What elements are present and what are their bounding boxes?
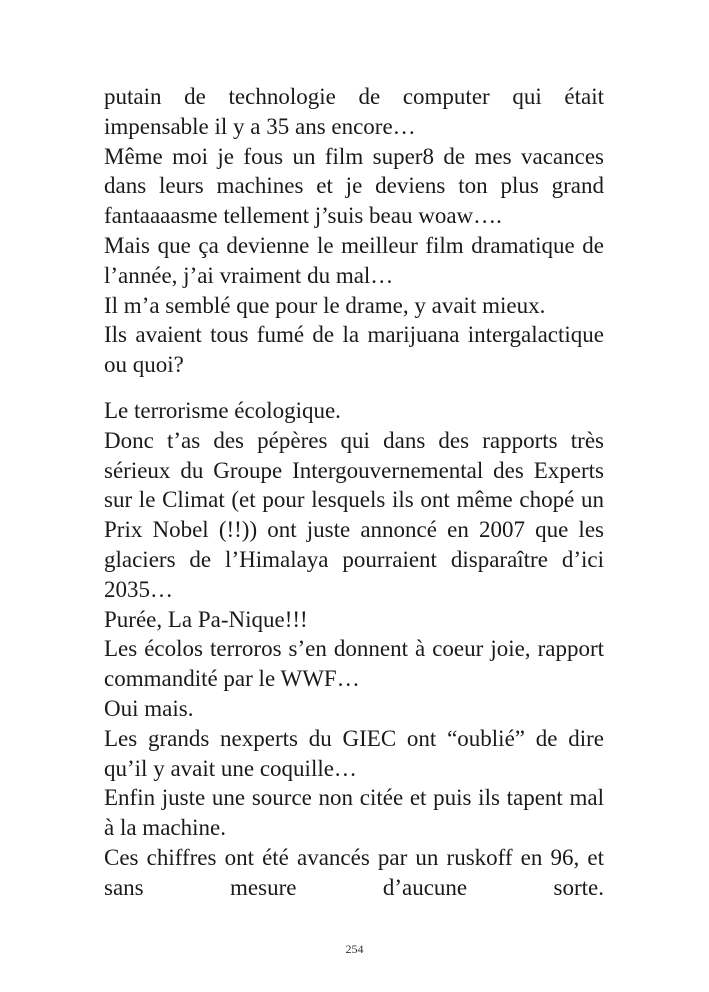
paragraph: Purée, La Pa-Nique!!! — [104, 606, 308, 632]
paragraph: Oui mais. — [104, 695, 194, 721]
paragraph: putain de technologie de computer qui était impensable il y a 35 ans encore… — [104, 84, 604, 139]
paragraph: Enfin juste une source non citée et puis ils tapent mal à la machine. — [104, 785, 604, 841]
paragraph: Même moi je fous un film super8 de mes vacances dans leurs machines et je deviens ton plus grand fantaaaasme tellement j’suis beau woaw…. — [104, 143, 604, 229]
text-section-one — [104, 82, 604, 380]
paragraph: Il m’a semblé que pour le drame, y avait mieux. — [104, 292, 546, 318]
paragraph: Ils avaient tous fumé de la marijuana intergalactique ou quoi? — [104, 322, 604, 378]
paragraph: Ces chiffres ont été avancés par un ruskoff en 96, et sans mesure d’aucune sorte. — [104, 844, 604, 900]
text-section-two — [104, 396, 604, 903]
paragraph: Les écolos terroros s’en donnent à coeur joie, rapport commandité par le WWF… — [104, 636, 604, 692]
paragraph: Les grands nexperts du GIEC ont “oublié” de dire qu’il y avait une coquille… — [104, 725, 604, 781]
page-number: 254 — [345, 942, 364, 956]
paragraph: Donc t’as des pépères qui dans des rapports très sérieux du Groupe Intergouvernemental des Experts sur le Climat (et pour lesquels ils ont même chopé un Prix Nobel (!!)) ont juste annoncé en 2007 que les glaciers de l’Himalaya pourraient disparaître d’ici 2035… — [104, 427, 604, 602]
paragraph: Mais que ça devienne le meilleur film dramatique de l’année, j’ai vraiment du mal… — [104, 232, 604, 288]
paragraph: Le terrorisme écologique. — [104, 398, 341, 423]
